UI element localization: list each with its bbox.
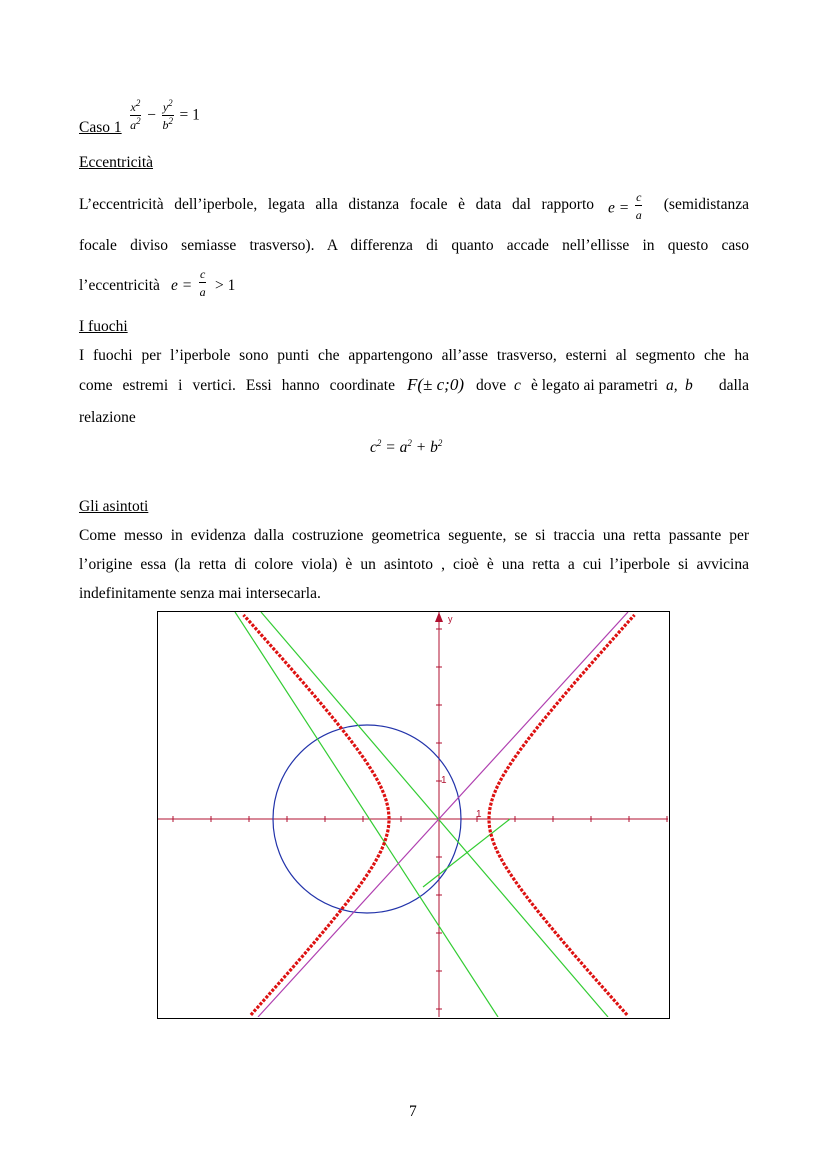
asymptotes-line-2: l’origine essa (la retta di colore viola) è un asintoto , cioè è una retta a cui l’iperbole si avvicina bbox=[79, 556, 749, 573]
case-heading bbox=[79, 98, 200, 141]
eccentricity-line-2: focale diviso semiasse trasverso). A differenza di quanto accade nell’ellisse in questo caso bbox=[79, 237, 749, 254]
eccentricity-line-1: L’eccentricità dell’iperbole, legata alla distanza focale è data dal rapporto e = $\frac{c}{a}$ (semidistanza bbox=[79, 190, 749, 222]
asymptotes-line-3: indefinitamente senza mai intersecarla. bbox=[79, 585, 321, 602]
foci-line-3: relazione bbox=[79, 409, 136, 426]
hyperbola-plot bbox=[158, 612, 668, 1017]
eccentricity-formula: e = $\frac{c}{a}$ bbox=[608, 190, 642, 222]
equals-one: = 1 bbox=[179, 106, 200, 124]
foci-line-1: I fuochi per l’iperbole sono punti che appartengono all’asse trasverso, esterni al segmento che ha bbox=[79, 347, 749, 364]
eccentricity-heading: Eccentricità bbox=[79, 154, 154, 171]
asymptotes-line-1: Come messo in evidenza dalla costruzione geometrica seguente, se si traccia una retta passante per bbox=[79, 527, 749, 544]
asymptotes-heading: Gli asintoti bbox=[79, 498, 149, 515]
y-axis-arrow-icon bbox=[435, 612, 443, 622]
tick-label-y1: 1 bbox=[441, 775, 447, 786]
foci-heading: I fuochi bbox=[79, 318, 128, 335]
eccentricity-line-3: l’eccentricità e = $\frac{c}{a}$ > 1 bbox=[79, 267, 236, 299]
case-label: Caso 1 bbox=[79, 118, 122, 136]
fraction-x2-a2: $\frac{x^2}{a^2}$ bbox=[130, 98, 141, 132]
focus-coordinate: F(± c;0) bbox=[407, 375, 464, 394]
fraction-y2-b2: $\frac{y^2}{b^2}$ bbox=[162, 98, 173, 132]
hyperbola-figure bbox=[157, 611, 670, 1019]
green-line-left bbox=[235, 612, 498, 1017]
hyperbola-right-branch bbox=[489, 615, 635, 1015]
focal-relation-formula: $c^2 = a^2 + b^2$ bbox=[370, 437, 443, 456]
tick-label-x1: 1 bbox=[476, 809, 482, 820]
page-number: 7 bbox=[409, 1103, 417, 1120]
y-axis-label: y bbox=[448, 614, 453, 624]
minus-sign: − bbox=[147, 106, 156, 124]
